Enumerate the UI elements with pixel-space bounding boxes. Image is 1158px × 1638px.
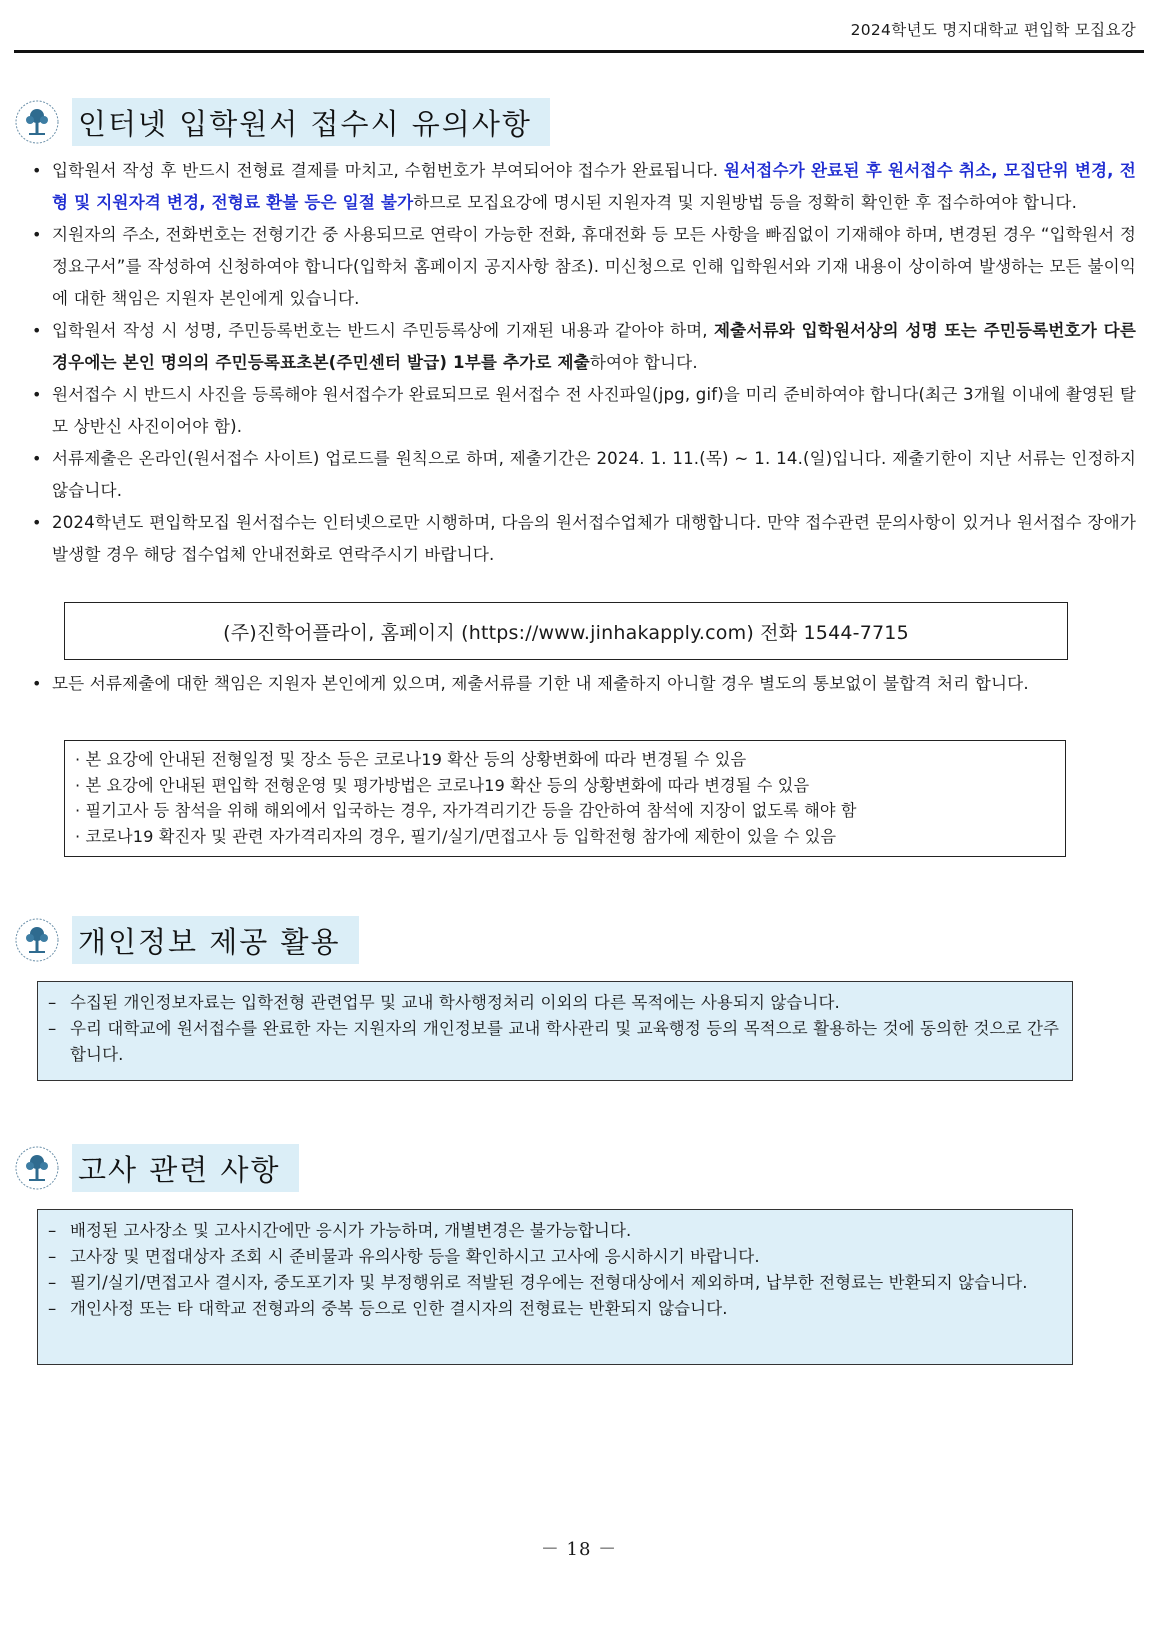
application-notes-list (30, 155, 1136, 571)
list-item (30, 155, 1136, 219)
notice-line: · 필기고사 등 참석을 위해 해외에서 입국하는 경우, 자가격리기간 등을 감안하여 참석에 지장이 없도록 해야 함 (75, 801, 857, 820)
list-item: • 서류제출은 온라인(원서접수 사이트) 업로드를 원칙으로 하며, 제출기간은 2024. 1. 11.(목) ~ 1. 14.(일)입니다. 제출기한이 지난 서류는 인정하지 않습니다. (30, 443, 1136, 507)
list-item (48, 1244, 1062, 1270)
list-item: • 지원자의 주소, 전화번호는 전형기간 중 사용되므로 연락이 가능한 전화, 휴대전화 등 모든 사항을 빠짐없이 기재해야 하며, 변경된 경우 “입학원서 정정요구서”를 작성하여 신청하여야 합니다(입학처 홈페이지 공지사항 참조). 미신청으로 인해 입학원서와 기재 내용이 상이하여 발생하는 모든 불이익에 대한 책임은 지원자 본인에게 있습니다. (30, 219, 1136, 315)
section-title-privacy (14, 916, 359, 964)
bullet-text: 입학원서 작성 후 반드시 전형료 결제를 마치고, 수험번호가 부여되어야 접수가 완료됩니다. (52, 161, 724, 180)
list-item (30, 315, 1136, 379)
header-divider (14, 50, 1144, 53)
university-emblem-icon (14, 1145, 60, 1191)
list-item: • 2024학년도 편입학모집 원서접수는 인터넷으로만 시행하며, 다음의 원서접수업체가 대행합니다. 만약 접수관련 문의사항이 있거나 원서접수 장애가 발생할 경우 해당 접수업체 안내전화로 연락주시기 바랍니다. (30, 507, 1136, 571)
contact-box (64, 602, 1068, 660)
item-text: 필기/실기/면접고사 결시자, 중도포기자 및 부정행위로 적발된 경우에는 전형대상에서 제외하며, 납부한 전형료는 반환되지 않습니다. (70, 1273, 1028, 1292)
section-title-text: 인터넷 입학원서 접수시 유의사항 (72, 98, 550, 146)
section-title-text: 고사 관련 사항 (72, 1144, 299, 1192)
notice-line: · 본 요강에 안내된 편입학 전형운영 및 평가방법은 코로나19 확산 등의 상황변화에 따라 변경될 수 있음 (75, 775, 810, 795)
bullet-text: 하여야 합니다. (589, 353, 698, 372)
item-text: 우리 대학교에 원서접수를 완료한 자는 지원자의 개인정보를 교내 학사관리 및 교육행정 등의 목적으로 활용하는 것에 동의한 것으로 간주합니다. (70, 1019, 1060, 1064)
item-text: 고사장 및 면접대상자 조회 시 준비물과 유의사항 등을 확인하시고 고사에 응시하시기 바랍니다. (70, 1247, 760, 1266)
list-item (48, 1016, 1062, 1068)
covid-notice-box (64, 740, 1066, 857)
exam-info-box (37, 1209, 1073, 1365)
application-notes-list-2 (30, 668, 1136, 700)
item-text: 개인사정 또는 타 대학교 전형과의 중복 등으로 인한 결시자의 전형료는 반환되지 않습니다. (70, 1299, 728, 1318)
item-text: 수집된 개인정보자료는 입학전형 관련업무 및 교내 학사행정처리 이외의 다른 목적에는 사용되지 않습니다. (70, 993, 840, 1012)
dash-marker: – (48, 1299, 57, 1318)
emphasis-text: 제출서류와 입학원서상의 성명 또는 주민등록번호가 다른 경우에는 본인 명의의 주민등록표초본(주민센터 발급) 1부를 추가로 제출 (52, 321, 1136, 372)
dash-marker: – (48, 1221, 57, 1240)
list-item (48, 990, 1062, 1016)
dash-marker: – (48, 1019, 57, 1038)
list-item (48, 1218, 1062, 1244)
notice-line: · 코로나19 확진자 및 관련 자가격리자의 경우, 필기/실기/면접고사 등 입학전형 참가에 제한이 있을 수 있음 (75, 826, 837, 846)
section-title-text: 개인정보 제공 활용 (72, 916, 359, 964)
page-header-title: 2024학년도 명지대학교 편입학 모집요강 (850, 21, 1136, 39)
university-emblem-icon (14, 99, 60, 145)
university-emblem-icon (14, 917, 60, 963)
notice-line: · 본 요강에 안내된 전형일정 및 장소 등은 코로나19 확산 등의 상황변화에 따라 변경될 수 있음 (75, 750, 747, 769)
list-item: • 모든 서류제출에 대한 책임은 지원자 본인에게 있으며, 제출서류를 기한 내 제출하지 아니할 경우 별도의 통보없이 불합격 처리 합니다. (30, 668, 1136, 700)
item-text: 배정된 고사장소 및 고사시간에만 응시가 가능하며, 개별변경은 불가능합니다. (70, 1221, 632, 1240)
section-title-application-notes (14, 98, 550, 146)
contact-info: (주)진학어플라이, 홈페이지 (https://www.jinhakapply.com) 전화 1544-7715 (223, 621, 909, 644)
section-title-exam (14, 1144, 299, 1192)
emphasis-text: 원서접수가 완료된 후 원서접수 취소, 모집단위 변경, 전형 및 지원자격 변경, 전형료 환불 등은 일절 불가 (52, 161, 1136, 212)
bullet-text: 입학원서 작성 시 성명, 주민등록번호는 반드시 주민등록상에 기재된 내용과 같아야 하며, (52, 321, 714, 340)
page-number: － 18 － (540, 1539, 618, 1560)
dash-marker: – (48, 993, 57, 1012)
privacy-info-box (37, 981, 1073, 1081)
list-item: • 원서접수 시 반드시 사진을 등록해야 원서접수가 완료되므로 원서접수 전 사진파일(jpg, gif)을 미리 준비하여야 합니다(최근 3개월 이내에 촬영된 탈모 상반신 사진이어야 함). (30, 379, 1136, 443)
list-item (48, 1296, 1062, 1322)
bullet-text: 하므로 모집요강에 명시된 지원자격 및 지원방법 등을 정확히 확인한 후 접수하여야 합니다. (413, 193, 1078, 212)
dash-marker: – (48, 1247, 57, 1266)
dash-marker: – (48, 1273, 57, 1292)
list-item (48, 1270, 1062, 1296)
